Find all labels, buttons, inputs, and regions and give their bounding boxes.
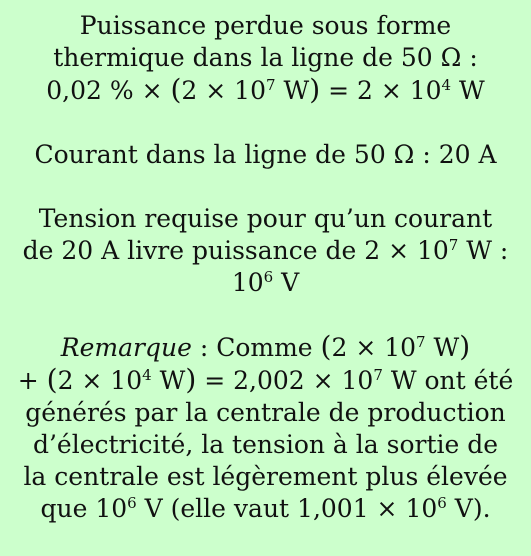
text-run: W xyxy=(151,366,186,395)
text-run: 2 × 10 xyxy=(331,333,417,362)
exponent: 6 xyxy=(263,268,274,286)
text-run: W xyxy=(425,333,460,362)
paragraph-gap xyxy=(6,171,525,203)
close-paren: ) xyxy=(185,363,197,396)
exponent: 6 xyxy=(127,494,137,512)
text-line: Tension requise pour qu’un courant xyxy=(38,204,493,233)
text-line: Courant dans la ligne de 50 Ω : 20 A xyxy=(34,140,497,169)
exponent: 6 xyxy=(437,494,447,512)
text-run: + xyxy=(17,366,47,395)
text-run: de 20 A livre puissance de 2 × 10 xyxy=(22,236,449,265)
text-run: = 2,002 × 10 xyxy=(196,366,374,395)
text-line: Puissance perdue sous forme xyxy=(79,11,452,40)
open-paren: ( xyxy=(46,363,58,396)
text-run: 0,02 % × xyxy=(46,76,171,105)
text-run: 2 × 10 xyxy=(181,76,266,105)
equation-line xyxy=(6,364,525,397)
exponent: 7 xyxy=(416,333,426,351)
heat-loss-paragraph xyxy=(6,10,525,107)
close-paren: ) xyxy=(459,330,471,363)
remark-paragraph xyxy=(6,331,525,525)
exponent: 7 xyxy=(373,366,383,384)
equation-line xyxy=(6,235,525,267)
open-paren: ( xyxy=(170,73,182,106)
text-line: d’électricité, la tension à la sortie de xyxy=(32,430,499,459)
text-run: V). xyxy=(446,494,491,523)
text-run: 10 xyxy=(231,268,264,297)
equation-line xyxy=(6,74,525,107)
equation-line xyxy=(6,267,525,299)
open-paren: ( xyxy=(320,330,332,363)
close-paren: ) xyxy=(309,73,321,106)
text-run: W xyxy=(275,76,310,105)
text-run: W xyxy=(451,76,485,105)
text-line: thermique dans la ligne de 50 Ω : xyxy=(53,43,478,72)
paragraph-gap xyxy=(6,299,525,331)
text-run: que 10 xyxy=(40,494,128,523)
text-run: V (elle vaut 1,001 × 10 xyxy=(136,494,438,523)
text-run: V xyxy=(273,268,300,297)
voltage-paragraph xyxy=(6,203,525,299)
text-run: W : xyxy=(458,236,509,265)
text-line: la centrale est légèrement plus élevée xyxy=(23,462,508,491)
text-run: = 2 × 10 xyxy=(320,76,442,105)
remark-label: Remarque xyxy=(60,333,192,362)
text-run: : Comme xyxy=(191,333,321,362)
text-line: générés par la centrale de production xyxy=(25,398,506,427)
paragraph-gap xyxy=(6,107,525,139)
current-paragraph xyxy=(6,139,525,171)
exponent: 4 xyxy=(441,76,452,94)
text-run: 2 × 10 xyxy=(57,366,143,395)
equation-line xyxy=(6,331,525,364)
exponent: 4 xyxy=(142,366,152,384)
exponent: 7 xyxy=(448,236,459,254)
exponent: 7 xyxy=(265,76,276,94)
text-run: W ont été xyxy=(382,366,514,395)
equation-line xyxy=(6,493,525,525)
